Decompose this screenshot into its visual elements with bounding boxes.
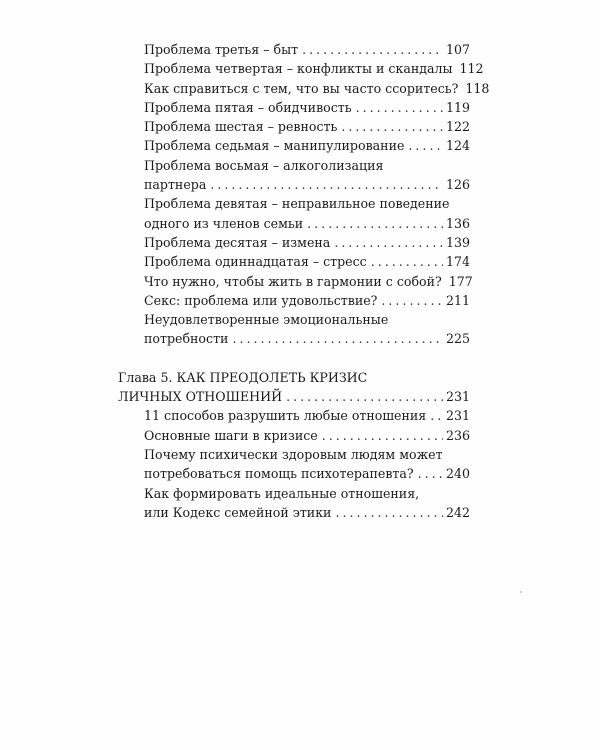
toc-chapter-5 <box>118 368 470 407</box>
toc-entry-title-line: потребности <box>144 331 229 347</box>
toc-page-number: 177 <box>448 273 473 289</box>
toc-entry-last-line <box>144 98 470 117</box>
toc-entry <box>144 156 470 195</box>
toc-entry <box>144 233 470 252</box>
toc-page-number: 174 <box>445 254 470 270</box>
toc-page-number: 126 <box>445 177 470 193</box>
toc-page-number: 139 <box>445 234 470 250</box>
toc-page-number: 136 <box>445 215 470 231</box>
toc-entry-last-line <box>144 272 473 291</box>
toc-entry-title-line: Глава 5. КАК ПРЕОДОЛЕТЬ КРИЗИС <box>118 369 368 385</box>
toc-entry-title-line: Как справиться с тем, что вы часто ссоритесь? <box>144 80 459 96</box>
dot-leader <box>381 291 443 310</box>
toc-page-number: 242 <box>445 504 470 520</box>
toc-entry-title-line: Что нужно, чтобы жить в гармонии с собой? <box>144 273 442 289</box>
toc-entry-last-line <box>144 406 470 425</box>
toc-entry-last-line <box>144 291 470 310</box>
toc-section-chapter5-items <box>118 406 470 522</box>
dot-leader <box>334 233 443 252</box>
toc-entry-last-line <box>144 136 470 155</box>
toc-page-number: 231 <box>445 389 470 405</box>
toc-entry-title-line: ЛИЧНЫХ ОТНОШЕНИЙ <box>118 389 283 405</box>
toc-entry <box>144 79 490 98</box>
toc-chapter-heading <box>118 368 470 407</box>
dot-leader <box>408 136 443 155</box>
toc-entry-title-line: или Кодекс семейной этики <box>144 504 332 520</box>
toc-entry-last-line <box>144 175 470 194</box>
toc-page-number: 124 <box>445 138 470 154</box>
toc-entry-last-line <box>144 79 490 98</box>
toc-entry <box>144 484 470 523</box>
toc-entry <box>144 272 473 291</box>
toc-entry <box>144 445 470 484</box>
toc-page-number: 236 <box>445 427 470 443</box>
toc-entry <box>144 252 470 271</box>
dot-leader <box>430 406 443 425</box>
toc-section-chapter4-items <box>118 40 490 349</box>
toc-page-number: 211 <box>445 292 470 308</box>
toc-entry-title-line: Секс: проблема или удовольствие? <box>144 292 378 308</box>
toc-entry-last-line <box>144 59 484 78</box>
toc-entry <box>144 310 470 349</box>
dot-leader <box>302 40 443 59</box>
toc-entry <box>144 117 470 136</box>
toc-entry <box>144 98 470 117</box>
toc-entry <box>144 59 484 78</box>
toc-page-number: 225 <box>445 331 470 347</box>
toc-entry <box>144 291 470 310</box>
toc-entry-last-line <box>144 40 470 59</box>
toc-entry-title-line: Основные шаги в кризисе <box>144 427 318 443</box>
toc-entry-title-line: Почему психически здоровым людям может <box>144 446 443 462</box>
toc-entry-title-line: Проблема десятая – измена <box>144 234 331 250</box>
toc-page-number: 231 <box>445 408 470 424</box>
dot-leader <box>418 464 443 483</box>
toc-entry-last-line <box>144 503 470 522</box>
dot-leader <box>341 117 443 136</box>
toc-entry-title-line: Проблема третья – быт <box>144 42 299 57</box>
toc-entry-title-line: Как формировать идеальные отношения, <box>144 485 420 501</box>
toc-entry <box>144 406 470 425</box>
toc-entry-title-line: Проблема пятая – обидчивость <box>144 99 352 115</box>
toc-entry-last-line <box>118 387 470 406</box>
toc-entry-title-line: Проблема седьмая – манипулирование <box>144 138 405 154</box>
section-gap <box>118 349 470 368</box>
toc-entry-title-line: Проблема восьмая – алкоголизация <box>144 157 384 173</box>
dot-leader <box>307 214 443 233</box>
toc-entry-title-line: Проблема девятая – неправильное поведение <box>144 196 450 212</box>
dot-leader <box>322 426 443 445</box>
dot-leader <box>232 329 443 348</box>
toc-entry-last-line <box>144 117 470 136</box>
toc-entry-last-line <box>144 464 470 483</box>
toc-page-number: 107 <box>445 42 470 57</box>
paper-speck <box>520 591 522 593</box>
toc-entry-title-line: Неудовлетворенные эмоциональные <box>144 312 389 328</box>
toc-page-number: 112 <box>459 61 484 77</box>
toc-entry-title-line: потребоваться помощь психотерапевта? <box>144 466 414 482</box>
dot-leader <box>286 387 443 406</box>
dot-leader <box>356 98 443 117</box>
toc-entry-last-line <box>144 252 470 271</box>
toc-entry-title-line: Проблема шестая – ревность <box>144 119 338 135</box>
dot-leader <box>371 252 443 271</box>
toc-entry-title-line: Проблема одиннадцатая – стресс <box>144 254 367 270</box>
dot-leader <box>335 503 442 522</box>
toc-entry <box>144 426 470 445</box>
toc-entry-title-line: партнера <box>144 177 207 193</box>
dot-leader <box>210 175 443 194</box>
toc-entry <box>144 194 470 233</box>
toc-page-number: 118 <box>465 80 490 96</box>
toc-entry-last-line <box>144 233 470 252</box>
toc-entry-title-line: Проблема четвертая – конфликты и скандалы <box>144 61 453 77</box>
toc-entry-title-line: 11 способов разрушить любые отношения <box>144 408 427 424</box>
toc-entry <box>144 136 470 155</box>
toc-page-number: 119 <box>445 99 470 115</box>
toc-entry-last-line <box>144 426 470 445</box>
toc-entry <box>144 40 470 59</box>
toc-page-number: 122 <box>445 119 470 135</box>
toc-page-number: 240 <box>445 466 470 482</box>
table-of-contents <box>118 40 490 522</box>
toc-entry-last-line <box>144 329 470 348</box>
toc-entry-title-line: одного из членов семьи <box>144 215 304 231</box>
toc-entry-last-line <box>144 214 470 233</box>
